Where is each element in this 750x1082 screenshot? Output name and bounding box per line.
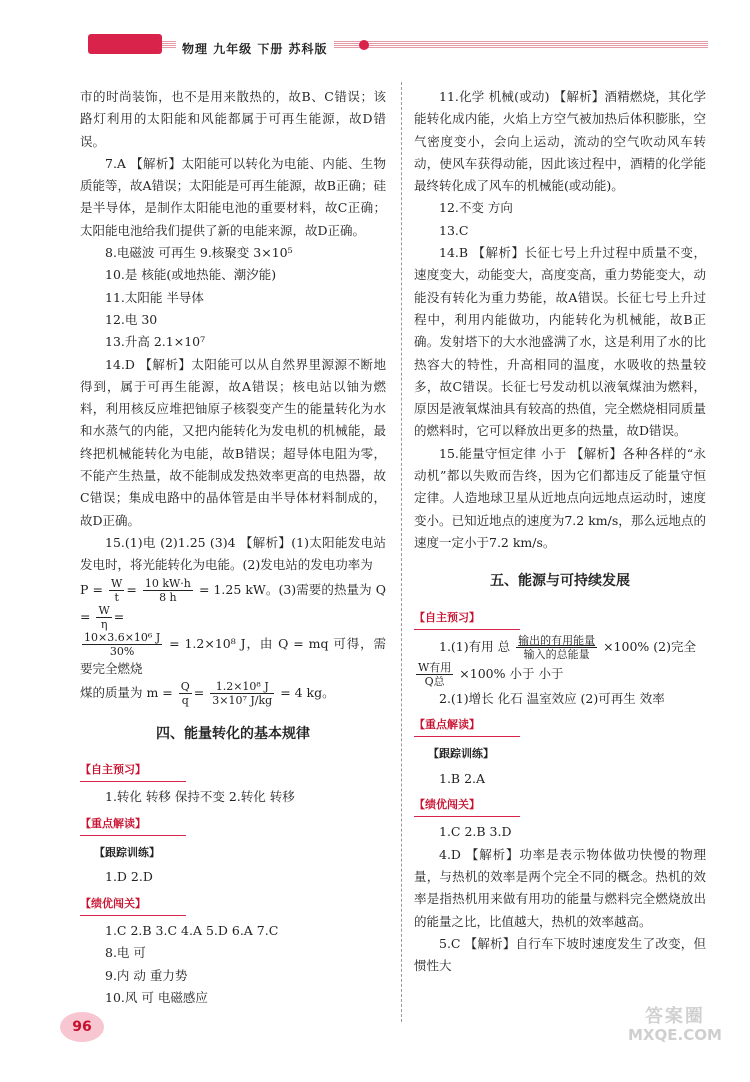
answer-10: 10.是 核能(或地热能、潮汐能) — [105, 267, 277, 283]
fraction: $\frac{\text{W有用}}{\text{Q总}}$ — [418, 660, 452, 688]
fraction: $\frac{W}{\eta}$ — [98, 603, 110, 631]
fraction: $\frac{\text{输出的有用能量}}{\text{输入的总能量}}$ — [518, 633, 596, 661]
answer-11: 11.化学 机械(或动) 【解析】酒精燃烧，其化学能转化成内能，火焰上方空气被加热后体积膨胀，空气密度变小，会向上运动，流动的空气吹动风车转动，使风车获得动能，因此该过程中，酒精的化学能最终转化成了风车的机械能(或动能)。 — [414, 89, 706, 194]
excel-answer-8: 8.电 可 — [105, 945, 146, 961]
excel-answers: 1.C 2.B 3.C 4.A 5.D 6.A 7.C — [105, 922, 279, 938]
section-tag: 【绩优闯关】 — [414, 794, 520, 817]
answer-15: 15.能量守恒定律 小于 【解析】各种各样的“永动机”都以失败而告终，因为它们都违反了能量守恒定律。人造地球卫星从近地点向远地点运动时，速度变小。已知近地点的速度为7.2 km/s，那么远地点的速度一定小于7.2 km/s。 — [414, 445, 706, 550]
subsection-tag: 【跟踪训练】 — [428, 747, 494, 761]
preview-answer-2: 2.(1)增长 化石 温室效应 (2)可再生 效率 — [439, 690, 665, 706]
answer-11: 11.太阳能 半导体 — [105, 289, 204, 305]
fraction: $\frac{\text{10×3.6×10⁶ J}}{30\%}$ — [84, 630, 161, 658]
answer-8-9: 8.电磁波 可再生 9.核聚变 3×10⁵ — [105, 245, 293, 261]
fraction: $\frac{10 kW\cdot h}{8 h}$ — [144, 576, 191, 604]
fraction: $\frac{Q}{q}$ — [180, 679, 190, 707]
right-column — [414, 86, 706, 977]
section-tag: 【自主预习】 — [80, 759, 186, 782]
answer-15: 15.(1)电 (2)1.25 (3)4 【解析】(1)太阳能发电站发电时，将光能转化为电能。(2)发电站的发电功率为 — [80, 534, 386, 573]
fraction: $\frac{W}{t}$ — [111, 576, 123, 604]
answer-14: 14.B 【解析】长征七号上升过程中质量不变，速度变大，动能变大，高度变高，重力势能变大，动能没有转化为重力势能，故A错误。长征七号上升过程中，利用内能做功，内能转化为机械能，故B正确。发射塔下的大水池盛满了水，这是利用了水的比热容大的特性，升高相同的温度，水吸收的热量较多，故C错误。长征七号发动机以液氧煤油为燃料，原因是液氧煤油具有较高的热值，完全燃烧相同质量的燃料时，它可以释放出更多的热量，故D错误。 — [414, 245, 706, 439]
preview-answer-1: 1.(1)有用 总 $\frac{\text{输出的有用能量}}{\text{输入的总能量}}$ ×100% (2)完全 — [439, 633, 696, 661]
excel-answer-9: 9.内 动 重力势 — [105, 967, 188, 983]
fraction: $\frac{\text{1.2×10⁸ J}}{\text{3×10⁷ J/kg}}$ — [212, 679, 273, 707]
answer-13: 13.C — [439, 222, 469, 238]
answer-14: 14.D 【解析】太阳能可以从自然界里源源不断地得到，属于可再生能源，故A错误；核电站以铀为燃料，利用核反应堆把铀原子核裂变产生的能量转化为水和水蒸气的内能，又把内能转化为发电机的机械能，最终把机械能转化为电能，故B错误；超导体电阻为零，不能产生热量，故不能制成发热效率更高的电热器，故C错误；集成电路中的晶体管是由半导体材料制成的，故D正确。 — [80, 356, 386, 528]
section-tag: 【绩优闯关】 — [80, 893, 186, 916]
excel-answer-5: 5.C 【解析】自行车下坡时速度发生了改变，但惯性大 — [414, 935, 706, 974]
page-number: 96 — [60, 1012, 104, 1042]
header-tab — [88, 34, 162, 54]
excel-answer-10: 10.风 可 电磁感应 — [105, 989, 208, 1005]
tracking-answers: 1.D 2.D — [105, 869, 153, 885]
section-tag: 【重点解读】 — [414, 714, 520, 737]
equation-heat: $\frac{\text{10×3.6×10⁶ J}}{30\%}$ = 1.2×10⁸ J，由 Q = mq 可得，需要完全燃烧 — [80, 630, 386, 676]
answer-12: 12.电 30 — [105, 311, 158, 327]
subsection-tag: 【跟踪训练】 — [94, 846, 160, 860]
watermark: 答案圈 MXQE.COM — [628, 1006, 722, 1044]
equation-mass: 煤的质量为 m = $\frac{Q}{q}$ = $\frac{\text{1.2×10⁸ J}}{\text{3×10⁷ J/kg}}$ = 4 kg。 — [80, 679, 335, 707]
excel-answers: 1.C 2.B 3.D — [439, 824, 512, 840]
answer-7: 7.A 【解析】太阳能可以转化为电能、内能、生物质能等，故A错误；太阳能是可再生能源，故B正确；硅是半导体，是制作太阳能电池的重要材料，故C正确；太阳能电池给我们提供了新的电能来源，故D正确。 — [80, 155, 386, 238]
equation-power: P = $\frac{W}{t}$ = $\frac{10 kW\cdot h}{8 h}$ = 1.25 kW。(3)需要的热量为 Q = $\frac{W}{\eta}$ = — [80, 576, 386, 631]
preview-answers: 1.转化 转移 保持不变 2.转化 转移 — [105, 789, 295, 805]
column-divider — [401, 82, 402, 1022]
section-title: 五、能源与可持续发展 — [490, 573, 630, 590]
answer-13: 13.升高 2.1×10⁷ — [105, 334, 206, 350]
section-tag: 【重点解读】 — [80, 813, 186, 836]
excel-answer-4: 4.D 【解析】功率是表示物体做功快慢的物理量，与热机的效率是两个完全不同的概念。热机的效率是指热机用来做有用功的能量与燃料完全燃烧放出的能量之比，比值越大，热机的效率越高。 — [414, 846, 706, 929]
answer-12: 12.不变 方向 — [439, 200, 513, 216]
header-dot-icon — [359, 40, 369, 50]
preview-answer-1b: $\frac{\text{W有用}}{\text{Q总}}$ ×100% 小于 小于 — [418, 660, 564, 688]
left-column — [80, 86, 386, 1009]
header-title: 物理 九年级 下册 苏科版 — [176, 40, 334, 57]
section-tag: 【自主预习】 — [414, 607, 520, 630]
paragraph: 市的时尚装饰，也不是用来散热的，故B、C错误；该路灯利用的太阳能和风能都属于可再生能源，故D错误。 — [80, 89, 386, 149]
section-title: 四、能量转化的基本规律 — [156, 725, 310, 742]
tracking-answers: 1.B 2.A — [439, 770, 486, 786]
